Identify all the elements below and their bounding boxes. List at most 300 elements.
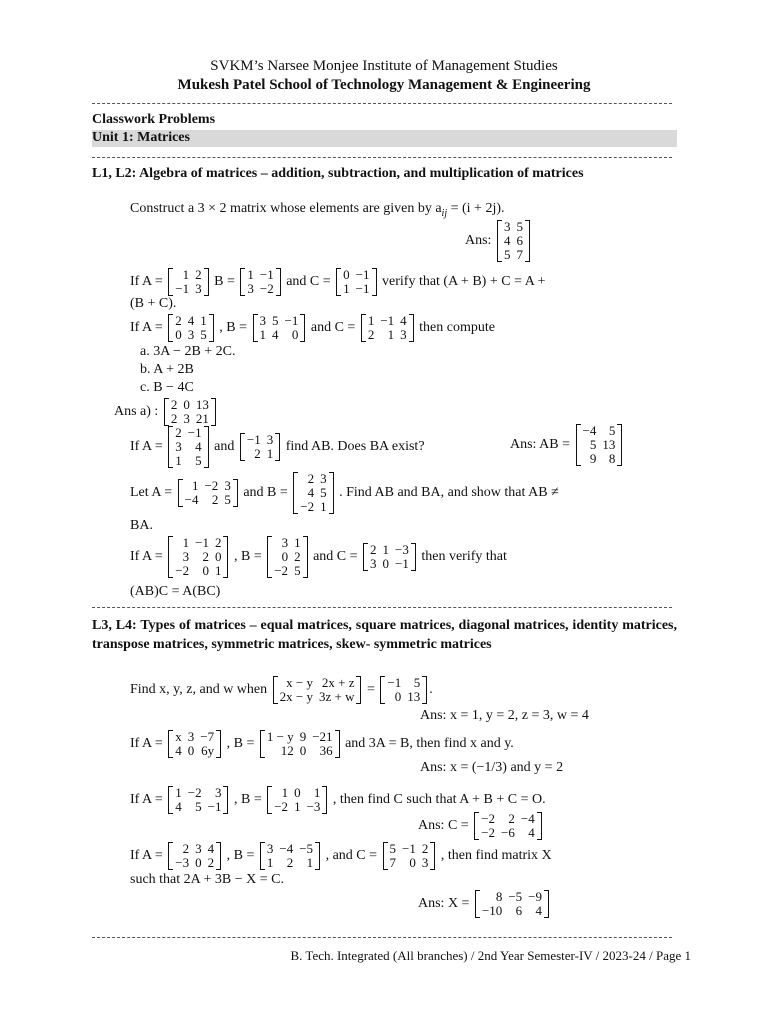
s2-q2 <box>130 730 514 758</box>
matrix-cell: 3 <box>320 471 327 486</box>
matrix-cell: 4 <box>528 825 535 840</box>
matrix-b <box>260 730 340 758</box>
matrix-c <box>361 314 414 342</box>
matrix-cell: −1 <box>246 432 261 447</box>
answer-label: Ans: <box>465 233 492 249</box>
matrix-b <box>260 842 320 870</box>
matrix-cell: −1 <box>355 267 370 282</box>
matrix-row <box>172 730 217 744</box>
matrix-cell: 3 <box>370 556 377 571</box>
page-footer: B. Tech. Integrated (All branches) / 2nd Year Semester-IV / 2023-24 / Page 1 <box>290 948 691 963</box>
matrix-cell: 3z + w <box>318 689 355 704</box>
matrix-row <box>387 842 432 856</box>
matrix-row <box>297 500 329 514</box>
q-text: B = <box>214 274 235 290</box>
matrix-row <box>478 826 538 840</box>
matrix-cell: −2 <box>187 785 202 800</box>
classwork-heading: Classwork Problems <box>92 112 216 127</box>
matrix-cell: 2 <box>307 471 315 486</box>
matrix-cell: 5 <box>224 492 231 507</box>
answer-label: Ans a) : <box>114 404 159 420</box>
matrix-cell: 1 <box>294 799 301 814</box>
matrix-b <box>380 676 427 704</box>
matrix-cell: 5 <box>200 327 207 342</box>
s2-q1: Find x, y, z, and w when x − y 2x + z 2x − y 3z + w = −1 5 0 13 . <box>130 675 433 704</box>
matrix-cell: x <box>175 729 182 744</box>
matrix-row <box>172 842 217 856</box>
matrix-row <box>172 550 224 564</box>
matrix-row <box>172 856 217 870</box>
matrix-cell: 6y <box>201 743 215 758</box>
matrix-row <box>365 328 410 342</box>
matrix-row <box>478 812 538 826</box>
answer-matrix <box>474 812 542 840</box>
q-text: Let A = <box>130 485 173 501</box>
matrix-cell: 2 <box>286 855 294 870</box>
matrix-cell: 0 <box>187 743 195 758</box>
matrix-a <box>168 268 208 296</box>
matrix-row <box>264 730 336 744</box>
matrix-cell: −2 <box>274 799 289 814</box>
matrix-cell: −2 <box>300 499 315 514</box>
matrix-cell: 6 <box>516 233 523 248</box>
matrix-cell: −4 <box>520 811 535 826</box>
matrix-cell: 4 <box>207 841 215 856</box>
matrix-cell: 0 <box>183 397 190 412</box>
q-text: If A = <box>130 792 163 808</box>
matrix-row <box>168 412 212 426</box>
matrix-c <box>383 842 436 870</box>
matrix-b <box>267 786 327 814</box>
q-text: and B = <box>243 485 288 501</box>
matrix-row <box>271 800 323 814</box>
matrix-cell: 2 <box>254 446 261 461</box>
part-b: b. A + 2B <box>140 362 194 377</box>
matrix-cell: 2x − y <box>279 689 313 704</box>
matrix-row <box>501 248 526 262</box>
matrix-cell: −3 <box>395 542 409 557</box>
matrix-row <box>501 220 526 234</box>
matrix-cell: −1 <box>355 281 370 296</box>
s1-q4 <box>130 426 425 468</box>
matrix-row <box>172 744 217 758</box>
matrix-a <box>178 479 238 507</box>
matrix-cell: −9 <box>528 889 542 904</box>
matrix-cell: 3 <box>214 785 222 800</box>
matrix-cell: 5 <box>320 485 327 500</box>
matrix-cell: 4 <box>503 233 511 248</box>
matrix-cell: −1 <box>380 313 395 328</box>
q-text: , then find matrix X <box>440 848 552 864</box>
matrix-cell: 2 <box>195 267 202 282</box>
q-text: . Find AB and BA, and show that AB ≠ <box>339 485 559 501</box>
matrix-row <box>244 282 276 296</box>
matrix-cell: 1 <box>306 855 314 870</box>
matrix-cell: 2 <box>214 535 222 550</box>
institute-name: SVKM’s Narsee Monjee Institute of Management Studies <box>210 58 558 74</box>
matrix-row <box>172 564 224 578</box>
matrix-cell: 5 <box>272 313 279 328</box>
matrix-cell: 5 <box>195 453 202 468</box>
matrix-cell: 4 <box>175 799 182 814</box>
matrix-cell: 3 <box>187 327 195 342</box>
matrix-cell: 2 <box>175 425 182 440</box>
matrix-c <box>336 268 376 296</box>
matrix-cell: −1 <box>387 675 402 690</box>
matrix-cell: −5 <box>299 841 314 856</box>
matrix-cell: −1 <box>175 281 190 296</box>
s1-q4-answer <box>510 424 624 466</box>
matrix-cell: 0 <box>175 327 182 342</box>
matrix-row <box>244 268 276 282</box>
matrix-cell: 3 <box>182 549 190 564</box>
matrix-cell: 3 <box>266 841 274 856</box>
matrix-row <box>168 398 212 412</box>
matrix-cell: 3 <box>195 841 202 856</box>
matrix-cell: −4 <box>279 841 294 856</box>
matrix-b <box>253 314 306 342</box>
matrix-row <box>172 282 204 296</box>
matrix-cell: 4 <box>272 327 279 342</box>
matrix-cell: −1 <box>395 556 409 571</box>
matrix-cell: 0 <box>294 785 301 800</box>
matrix-row <box>340 268 372 282</box>
matrix-a <box>168 426 208 468</box>
matrix-a <box>168 536 228 578</box>
matrix-cell: 3 <box>281 535 289 550</box>
matrix-cell: −21 <box>312 729 333 744</box>
matrix-cell: −1 <box>207 799 222 814</box>
matrix-cell: −1 <box>284 313 299 328</box>
matrix-row <box>479 904 545 918</box>
matrix-cell: 2 <box>207 855 215 870</box>
matrix-cell: −2 <box>175 563 190 578</box>
matrix-row <box>367 543 412 557</box>
matrix-cell: 12 <box>280 743 294 758</box>
matrix-row <box>271 550 303 564</box>
matrix-a <box>168 730 221 758</box>
matrix-a <box>168 314 214 342</box>
matrix-cell: 1 <box>313 785 321 800</box>
matrix-cell: −3 <box>306 799 321 814</box>
s2-q2-answer: Ans: x = (−1/3) and y = 2 <box>420 760 564 775</box>
matrix-row <box>340 282 372 296</box>
matrix-cell: 0 <box>195 855 202 870</box>
matrix-cell: 9 <box>299 729 307 744</box>
matrix-cell: 7 <box>389 855 397 870</box>
matrix-cell: 2 <box>170 397 178 412</box>
matrix-row <box>271 536 303 550</box>
part-c: c. B − 4C <box>140 380 194 395</box>
matrix-cell: −4 <box>582 423 597 438</box>
matrix-row <box>172 440 204 454</box>
matrix-cell: 4 <box>535 903 542 918</box>
matrix-cell: 0 <box>299 743 307 758</box>
matrix-cell: 3 <box>187 729 195 744</box>
matrix-cell: 0 <box>214 549 222 564</box>
matrix-row <box>172 536 224 550</box>
divider <box>92 937 672 938</box>
matrix-cell: −6 <box>501 825 515 840</box>
matrix-cell: 1 <box>343 281 350 296</box>
unit-heading: Unit 1: Matrices <box>92 130 190 145</box>
q-text: then compute <box>419 320 495 336</box>
matrix-cell: 0 <box>202 563 209 578</box>
s1-q6 <box>130 536 507 578</box>
s1-q1: Construct a 3 × 2 matrix whose elements are given by $a_{ij} = (i + 2j)$. <box>130 201 505 219</box>
matrix-cell: 1 <box>182 267 190 282</box>
matrix-cell: −1 <box>402 841 416 856</box>
s1-q2 <box>130 268 545 296</box>
s1-q5 <box>130 472 559 514</box>
matrix-a <box>168 786 228 814</box>
matrix-cell: 5 <box>516 219 523 234</box>
matrix-cell: 5 <box>389 841 397 856</box>
s2-q4 <box>130 842 552 870</box>
matrix-cell: −5 <box>508 889 523 904</box>
matrix-row <box>182 493 234 507</box>
matrix-b <box>267 536 307 578</box>
matrix-c <box>363 543 416 571</box>
q-text: and <box>214 439 235 455</box>
matrix-cell: −2 <box>481 811 496 826</box>
s2-q4-answer <box>418 890 551 918</box>
matrix-row <box>264 842 316 856</box>
q-text: , B = <box>233 549 262 565</box>
matrix-cell: 1 <box>294 535 301 550</box>
q-text: , B = <box>226 848 255 864</box>
matrix-cell: 2 <box>182 841 190 856</box>
matrix-cell: 3 <box>175 439 182 454</box>
matrix-cell: 5 <box>589 437 597 452</box>
matrix-cell: −1 <box>187 425 202 440</box>
matrix-row <box>172 786 224 800</box>
q-text: If A = <box>130 848 163 864</box>
matrix-cell: 5 <box>608 423 616 438</box>
s1-q1-text: Construct a 3 × 2 matrix whose elements are given by a <box>130 201 442 216</box>
s1-q2-line2: (B + C). <box>130 296 177 311</box>
matrix-row <box>479 890 545 904</box>
q-text: , then find C such that A + B + C = O. <box>332 792 546 808</box>
answer-matrix <box>475 890 549 918</box>
matrix-row <box>182 479 234 493</box>
matrix-row <box>367 557 412 571</box>
s2-q1-answer: Ans: x = 1, y = 2, z = 3, w = 4 <box>420 708 589 723</box>
q-text: If A = <box>130 736 163 752</box>
matrix-a <box>168 842 221 870</box>
q-text: , B = <box>226 736 255 752</box>
matrix-cell: 9 <box>589 451 597 466</box>
matrix-cell: 0 <box>409 855 416 870</box>
matrix-cell: 13 <box>602 437 616 452</box>
matrix-cell: 1 − y <box>266 729 294 744</box>
matrix-cell: 0 <box>291 327 299 342</box>
s2-q3 <box>130 786 546 814</box>
matrix-cell: 7 <box>516 247 523 262</box>
matrix-cell: 3 <box>421 855 429 870</box>
section1-title: L1, L2: Algebra of matrices – addition, subtraction, and multiplication of matrices <box>92 166 584 181</box>
matrix-row <box>264 744 336 758</box>
matrix-cell: 3 <box>247 281 254 296</box>
matrix-cell: 1 <box>175 785 182 800</box>
q-text: find AB. Does BA exist? <box>285 439 425 455</box>
matrix-cell: 2 <box>175 313 182 328</box>
q-text: , B = <box>219 320 248 336</box>
matrix-row <box>580 452 619 466</box>
matrix-cell: 4 <box>187 313 195 328</box>
matrix-cell: −1 <box>259 267 274 282</box>
answer-label: Ans: AB = <box>510 437 571 453</box>
matrix-cell: 2x + z <box>321 675 355 690</box>
q-text: , and C = <box>325 848 378 864</box>
matrix-a <box>273 676 362 704</box>
s2-q3-answer <box>418 812 544 840</box>
matrix-cell: 1 <box>175 453 182 468</box>
matrix-row <box>580 438 619 452</box>
answer-matrix <box>497 220 530 262</box>
matrix-cell: 3 <box>195 281 202 296</box>
matrix-row <box>172 426 204 440</box>
matrix-cell: 3 <box>400 327 407 342</box>
matrix-cell: 4 <box>307 485 315 500</box>
matrix-cell: −2 <box>259 281 274 296</box>
matrix-cell: 13 <box>407 689 421 704</box>
q-text: , B = <box>233 792 262 808</box>
s1-q3-answer <box>114 398 218 426</box>
matrix-cell: 5 <box>294 563 301 578</box>
matrix-cell: 36 <box>319 743 333 758</box>
divider <box>92 103 672 104</box>
matrix-cell: −1 <box>195 535 209 550</box>
s2-q4-line2: such that 2A + 3B − X = C. <box>130 872 284 887</box>
q-text: and C = <box>286 274 331 290</box>
matrix-cell: 4 <box>400 313 407 328</box>
matrix-cell: −10 <box>481 903 503 918</box>
matrix-cell: 0 <box>382 556 390 571</box>
matrix-cell: 1 <box>266 446 274 461</box>
matrix-cell: 8 <box>608 451 616 466</box>
matrix-cell: 1 <box>182 535 190 550</box>
matrix-row <box>277 690 358 704</box>
matrix-cell: 3 <box>224 478 231 493</box>
matrix-cell: 1 <box>200 313 207 328</box>
q-text: Find x, y, z, and w when <box>130 682 268 698</box>
s1-q1-answer <box>465 220 532 262</box>
matrix-cell: 0 <box>343 267 350 282</box>
matrix-cell: 1 <box>259 327 267 342</box>
part-a: a. 3A − 2B + 2C. <box>140 344 236 359</box>
matrix-row <box>244 433 276 447</box>
divider <box>92 607 672 608</box>
matrix-cell: 3 <box>266 432 274 447</box>
matrix-row <box>244 447 276 461</box>
q-text: = <box>366 682 375 698</box>
q-text: If A = <box>130 274 163 290</box>
matrix-row <box>387 856 432 870</box>
matrix-row <box>277 676 358 690</box>
school-name: Mukesh Patel School of Technology Management & Engineering <box>177 77 591 93</box>
q-text: and C = <box>310 320 356 336</box>
matrix-row <box>257 328 302 342</box>
q-text: verify that (A + B) + C = A + <box>382 274 546 290</box>
matrix-cell: −2 <box>481 825 496 840</box>
matrix-row <box>271 786 323 800</box>
answer-label: Ans: C = <box>418 818 469 834</box>
matrix-b <box>240 268 280 296</box>
q-text: and C = <box>313 549 358 565</box>
matrix-cell: 6 <box>515 903 523 918</box>
matrix-row <box>172 268 204 282</box>
matrix-row <box>264 856 316 870</box>
matrix-cell: 2 <box>367 327 375 342</box>
s1-q1-tail: = (i + 2j). <box>447 201 505 216</box>
matrix-row <box>172 328 210 342</box>
matrix-cell: 1 <box>247 267 254 282</box>
s1-q6-line2: (AB)C = A(BC) <box>130 584 221 599</box>
matrix-cell: 3 <box>183 411 190 426</box>
matrix-cell: 1 <box>320 499 327 514</box>
matrix-cell: 1 <box>191 478 199 493</box>
matrix-cell: 21 <box>195 411 209 426</box>
matrix-cell: −7 <box>200 729 215 744</box>
matrix-cell: −2 <box>274 563 289 578</box>
matrix-cell: −4 <box>184 492 199 507</box>
matrix-cell: 1 <box>382 542 390 557</box>
q-text: and 3A = B, then find x and y. <box>345 736 514 752</box>
matrix-cell: 1 <box>281 785 289 800</box>
matrix-b <box>240 433 280 461</box>
matrix-row <box>172 314 210 328</box>
matrix-row <box>297 486 329 500</box>
matrix-cell: 2 <box>370 542 377 557</box>
matrix-cell: 1 <box>266 855 274 870</box>
answer-label: Ans: X = <box>418 896 470 912</box>
matrix-cell: −3 <box>175 855 190 870</box>
q-text: If A = <box>130 320 163 336</box>
matrix-cell: 13 <box>195 397 209 412</box>
matrix-row <box>172 454 204 468</box>
matrix-row <box>384 690 423 704</box>
matrix-cell: −2 <box>204 478 219 493</box>
s1-q5-line2: BA. <box>130 518 153 533</box>
matrix-cell: 2 <box>202 549 209 564</box>
matrix-row <box>365 314 410 328</box>
matrix-cell: 2 <box>211 492 219 507</box>
matrix-cell: 1 <box>214 563 222 578</box>
matrix-cell: 3 <box>503 219 511 234</box>
section2-title: L3, L4: Types of matrices – equal matrices, square matrices, diagonal matrices, identity matrices, transpose matrices, symmetric matrices, skew- symmetric matrices <box>92 618 677 652</box>
matrix-cell: 5 <box>413 675 421 690</box>
matrix-cell: 4 <box>175 743 182 758</box>
matrix-cell: 5 <box>195 799 202 814</box>
matrix-cell: 2 <box>294 549 301 564</box>
matrix-cell: 1 <box>387 327 395 342</box>
matrix-cell: 3 <box>259 313 267 328</box>
matrix-cell: 0 <box>281 549 289 564</box>
matrix-row <box>501 234 526 248</box>
matrix-row <box>271 564 303 578</box>
matrix-cell: x − y <box>286 675 313 690</box>
q-text: If A = <box>130 549 163 565</box>
matrix-cell: 4 <box>195 439 202 454</box>
matrix-cell: 2 <box>421 841 429 856</box>
matrix-cell: 1 <box>367 313 375 328</box>
matrix-cell: 2 <box>170 411 178 426</box>
answer-matrix <box>576 424 623 466</box>
q-text: If A = <box>130 439 163 455</box>
divider <box>92 157 672 158</box>
matrix-row <box>580 424 619 438</box>
